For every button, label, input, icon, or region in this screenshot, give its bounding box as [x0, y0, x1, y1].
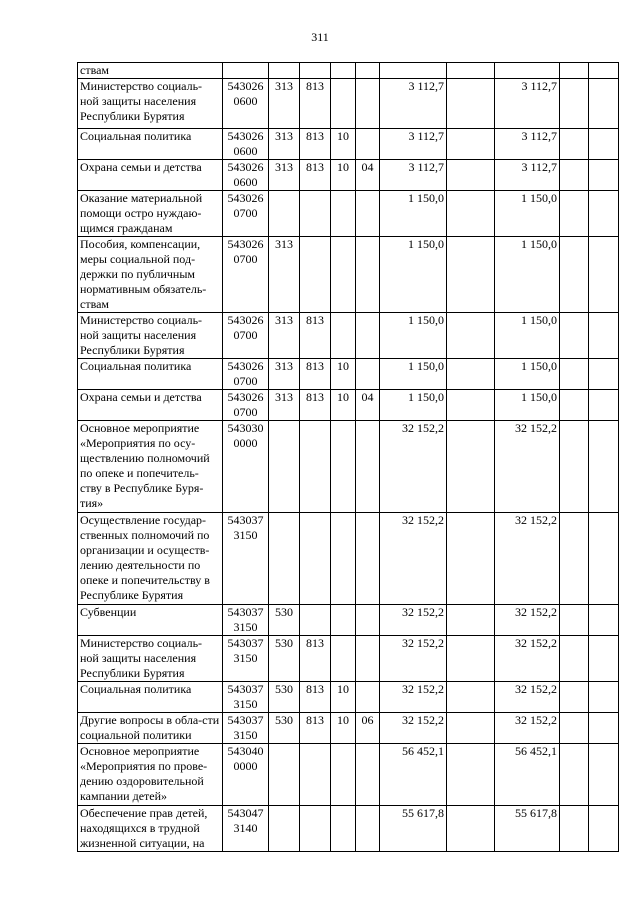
row-col-b: 813 [300, 160, 331, 191]
row-col-d: 04 [356, 390, 380, 421]
row-value-1: 1 150,0 [380, 359, 447, 390]
row-name: Министерство социаль-ной защиты населения Республики Бурятия [78, 636, 223, 682]
row-col-c [331, 191, 356, 237]
row-value-4 [560, 79, 589, 129]
row-col-b: 813 [300, 79, 331, 129]
row-value-5 [589, 744, 619, 806]
row-value-5 [589, 237, 619, 313]
row-col-c [331, 79, 356, 129]
row-name: Министерство социаль-ной защиты населения Республики Бурятия [78, 79, 223, 129]
row-col-c [331, 63, 356, 79]
row-col-a: 313 [269, 313, 300, 359]
row-value-3: 32 152,2 [495, 682, 560, 713]
row-col-b [300, 806, 331, 852]
table-row [78, 713, 619, 744]
row-name: Социальная политика [78, 682, 223, 713]
row-value-1: 55 617,8 [380, 806, 447, 852]
row-col-b [300, 744, 331, 806]
row-value-1: 32 152,2 [380, 421, 447, 513]
row-value-1: 32 152,2 [380, 713, 447, 744]
row-col-d [356, 682, 380, 713]
row-value-4 [560, 636, 589, 682]
row-col-b [300, 191, 331, 237]
row-col-c [331, 421, 356, 513]
row-col-b [300, 421, 331, 513]
row-code [223, 63, 269, 79]
row-col-a [269, 806, 300, 852]
row-code: 543037 3150 [223, 682, 269, 713]
row-col-c [331, 806, 356, 852]
row-value-1: 3 112,7 [380, 79, 447, 129]
row-col-a [269, 744, 300, 806]
row-col-c [331, 237, 356, 313]
row-value-2 [447, 237, 495, 313]
row-value-3: 32 152,2 [495, 713, 560, 744]
row-col-a: 313 [269, 359, 300, 390]
row-value-5 [589, 682, 619, 713]
row-code: 543037 3150 [223, 713, 269, 744]
row-code: 543026 0700 [223, 390, 269, 421]
page-number: 311 [311, 30, 329, 44]
row-value-1: 1 150,0 [380, 191, 447, 237]
row-value-2 [447, 513, 495, 605]
row-name: Социальная политика [78, 129, 223, 160]
row-col-c [331, 313, 356, 359]
row-value-3: 32 152,2 [495, 636, 560, 682]
row-value-2 [447, 191, 495, 237]
row-value-2 [447, 806, 495, 852]
table-row [78, 421, 619, 513]
row-value-3: 55 617,8 [495, 806, 560, 852]
row-value-4 [560, 237, 589, 313]
row-value-2 [447, 713, 495, 744]
row-value-4 [560, 313, 589, 359]
row-value-1 [380, 63, 447, 79]
budget-table [77, 62, 619, 852]
row-col-c: 10 [331, 390, 356, 421]
row-value-1: 32 152,2 [380, 636, 447, 682]
row-value-4 [560, 605, 589, 636]
table-row [78, 513, 619, 605]
row-value-2 [447, 682, 495, 713]
row-value-3: 3 112,7 [495, 160, 560, 191]
table-row [78, 160, 619, 191]
row-value-3: 32 152,2 [495, 421, 560, 513]
row-col-b [300, 605, 331, 636]
row-value-2 [447, 390, 495, 421]
row-value-2 [447, 636, 495, 682]
row-col-a [269, 191, 300, 237]
row-code: 543026 0700 [223, 237, 269, 313]
row-col-b: 813 [300, 313, 331, 359]
row-col-d [356, 313, 380, 359]
row-value-5 [589, 390, 619, 421]
row-col-b [300, 513, 331, 605]
row-value-2 [447, 79, 495, 129]
row-name: Социальная политика [78, 359, 223, 390]
row-value-5 [589, 713, 619, 744]
row-value-1: 32 152,2 [380, 605, 447, 636]
row-col-c [331, 744, 356, 806]
row-value-5 [589, 605, 619, 636]
row-code: 543026 0700 [223, 359, 269, 390]
row-value-2 [447, 129, 495, 160]
table-row [78, 636, 619, 682]
row-value-3: 1 150,0 [495, 191, 560, 237]
row-value-4 [560, 160, 589, 191]
row-value-1: 56 452,1 [380, 744, 447, 806]
row-name: Министерство социаль-ной защиты населения Республики Бурятия [78, 313, 223, 359]
row-name: Основное мероприятие «Мероприятия по осу-ществлению полномочий по опеке и попечитель-ству в Республике Буря-тия» [78, 421, 223, 513]
row-value-4 [560, 806, 589, 852]
table-row [78, 313, 619, 359]
row-value-4 [560, 421, 589, 513]
row-col-b: 813 [300, 713, 331, 744]
row-value-4 [560, 513, 589, 605]
row-value-5 [589, 313, 619, 359]
row-value-1: 32 152,2 [380, 513, 447, 605]
row-value-3: 56 452,1 [495, 744, 560, 806]
row-col-d [356, 129, 380, 160]
row-col-b [300, 63, 331, 79]
row-name: Другие вопросы в обла-сти социальной политики [78, 713, 223, 744]
row-name: Оказание материальной помощи остро нуждаю-щимся гражданам [78, 191, 223, 237]
row-value-5 [589, 806, 619, 852]
row-value-2 [447, 160, 495, 191]
row-name: Субвенции [78, 605, 223, 636]
row-name: Охрана семьи и детства [78, 160, 223, 191]
row-code: 543026 0700 [223, 191, 269, 237]
row-code: 543037 3150 [223, 636, 269, 682]
row-value-2 [447, 421, 495, 513]
row-value-3: 3 112,7 [495, 129, 560, 160]
row-value-2 [447, 313, 495, 359]
row-col-d [356, 513, 380, 605]
row-col-c: 10 [331, 682, 356, 713]
row-col-a: 313 [269, 237, 300, 313]
row-name: Основное мероприятие «Мероприятия по прове-дению оздоровительной кампании детей» [78, 744, 223, 806]
row-value-4 [560, 390, 589, 421]
table-row [78, 237, 619, 313]
row-col-d [356, 744, 380, 806]
row-value-4 [560, 129, 589, 160]
row-value-5 [589, 191, 619, 237]
row-value-4 [560, 359, 589, 390]
row-value-5 [589, 359, 619, 390]
row-value-3: 32 152,2 [495, 605, 560, 636]
row-col-a: 530 [269, 713, 300, 744]
row-value-1: 3 112,7 [380, 160, 447, 191]
row-code: 543026 0600 [223, 129, 269, 160]
row-name: Обеспечение прав детей, находящихся в трудной жизненной ситуации, на [78, 806, 223, 852]
row-col-a: 313 [269, 79, 300, 129]
row-value-3: 1 150,0 [495, 390, 560, 421]
row-value-2 [447, 359, 495, 390]
row-value-1: 32 152,2 [380, 682, 447, 713]
row-value-4 [560, 191, 589, 237]
row-value-3: 1 150,0 [495, 237, 560, 313]
row-value-5 [589, 79, 619, 129]
row-value-5 [589, 421, 619, 513]
row-value-3 [495, 63, 560, 79]
row-col-a: 530 [269, 682, 300, 713]
row-value-3: 1 150,0 [495, 359, 560, 390]
row-code: 543037 3150 [223, 513, 269, 605]
row-col-b [300, 237, 331, 313]
row-name: ствам [78, 63, 223, 79]
row-col-c [331, 513, 356, 605]
row-value-1: 1 150,0 [380, 390, 447, 421]
row-col-d [356, 636, 380, 682]
table-row [78, 359, 619, 390]
row-code: 543026 0600 [223, 79, 269, 129]
row-value-3: 32 152,2 [495, 513, 560, 605]
row-code: 543026 0600 [223, 160, 269, 191]
row-value-2 [447, 605, 495, 636]
row-value-1: 1 150,0 [380, 237, 447, 313]
row-col-a: 313 [269, 160, 300, 191]
row-col-c: 10 [331, 160, 356, 191]
table-row [78, 744, 619, 806]
row-col-d [356, 191, 380, 237]
row-col-d [356, 421, 380, 513]
row-value-1: 3 112,7 [380, 129, 447, 160]
row-col-d: 06 [356, 713, 380, 744]
row-col-b: 813 [300, 359, 331, 390]
row-col-a: 530 [269, 636, 300, 682]
row-col-b: 813 [300, 390, 331, 421]
row-col-d [356, 63, 380, 79]
row-value-2 [447, 744, 495, 806]
row-code: 543047 3140 [223, 806, 269, 852]
row-col-c: 10 [331, 359, 356, 390]
row-value-5 [589, 636, 619, 682]
row-col-a: 313 [269, 390, 300, 421]
row-code: 543030 0000 [223, 421, 269, 513]
row-col-b: 813 [300, 636, 331, 682]
row-col-c [331, 636, 356, 682]
row-col-b: 813 [300, 129, 331, 160]
table-row [78, 191, 619, 237]
row-value-4 [560, 713, 589, 744]
row-code: 543037 3150 [223, 605, 269, 636]
row-value-4 [560, 63, 589, 79]
row-value-3: 1 150,0 [495, 313, 560, 359]
table-row [78, 63, 619, 79]
row-value-4 [560, 682, 589, 713]
row-code: 543026 0700 [223, 313, 269, 359]
row-name: Охрана семьи и детства [78, 390, 223, 421]
row-col-a [269, 421, 300, 513]
row-col-d [356, 806, 380, 852]
row-col-c: 10 [331, 129, 356, 160]
row-value-5 [589, 63, 619, 79]
table-row [78, 682, 619, 713]
row-col-d [356, 237, 380, 313]
row-value-3: 3 112,7 [495, 79, 560, 129]
row-col-c: 10 [331, 713, 356, 744]
row-name: Осуществление государ-ственных полномочий по организации и осуществ-лению деятельности по опеке и попечительству в Республике Бурятия [78, 513, 223, 605]
row-col-a [269, 513, 300, 605]
row-value-2 [447, 63, 495, 79]
row-col-a: 530 [269, 605, 300, 636]
row-value-1: 1 150,0 [380, 313, 447, 359]
row-code: 543040 0000 [223, 744, 269, 806]
table-row [78, 79, 619, 129]
row-col-b: 813 [300, 682, 331, 713]
row-value-4 [560, 744, 589, 806]
row-col-a [269, 63, 300, 79]
row-col-d [356, 79, 380, 129]
row-value-5 [589, 160, 619, 191]
table-row [78, 806, 619, 852]
row-value-5 [589, 513, 619, 605]
row-col-c [331, 605, 356, 636]
row-col-a: 313 [269, 129, 300, 160]
row-value-5 [589, 129, 619, 160]
table-row [78, 605, 619, 636]
row-col-d [356, 359, 380, 390]
table-row [78, 129, 619, 160]
row-col-d [356, 605, 380, 636]
row-col-d: 04 [356, 160, 380, 191]
row-name: Пособия, компенсации, меры социальной под-держки по публичным нормативным обязатель-ствам [78, 237, 223, 313]
table-row [78, 390, 619, 421]
